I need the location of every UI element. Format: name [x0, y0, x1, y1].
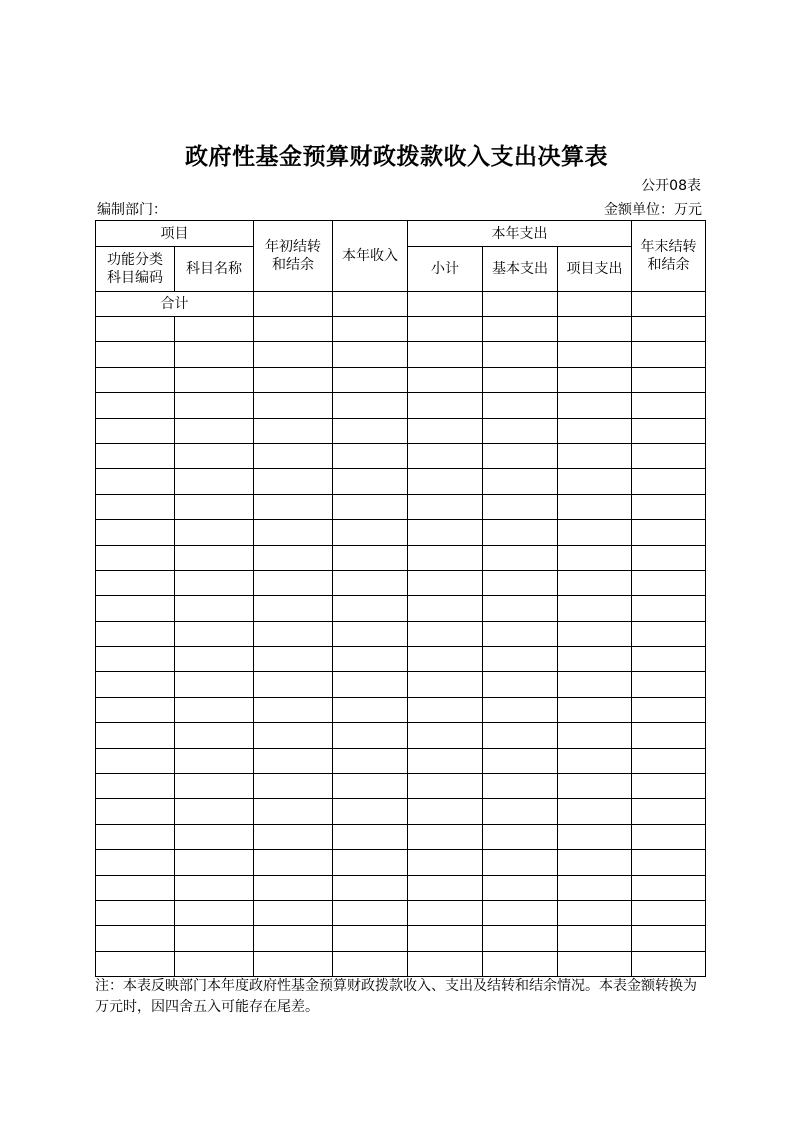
table-cell — [175, 926, 254, 951]
table-row — [96, 926, 706, 951]
department-label: 编制部门： — [97, 202, 167, 218]
table-cell — [333, 596, 408, 621]
table-row — [96, 875, 706, 900]
table-cell — [408, 469, 483, 494]
table-cell — [254, 342, 333, 367]
table-cell — [408, 647, 483, 672]
table-cell — [333, 367, 408, 392]
total-cell — [254, 292, 333, 317]
table-row — [96, 697, 706, 722]
table-cell — [254, 647, 333, 672]
table-cell — [408, 799, 483, 824]
table-cell — [558, 647, 632, 672]
table-cell — [483, 545, 558, 570]
table-cell — [408, 748, 483, 773]
table-cell — [408, 697, 483, 722]
table-cell — [632, 672, 706, 697]
table-cell — [632, 723, 706, 748]
table-cell — [558, 596, 632, 621]
table-cell — [175, 367, 254, 392]
table-cell — [333, 697, 408, 722]
table-cell — [254, 621, 333, 646]
table-cell — [175, 900, 254, 925]
table-cell — [483, 317, 558, 342]
table-cell — [254, 723, 333, 748]
table-cell — [175, 596, 254, 621]
table-cell — [96, 367, 175, 392]
table-cell — [175, 951, 254, 976]
table-cell — [96, 647, 175, 672]
table-row — [96, 596, 706, 621]
table-cell — [175, 621, 254, 646]
table-cell — [632, 596, 706, 621]
table-cell — [483, 647, 558, 672]
table-row — [96, 672, 706, 697]
table-cell — [558, 951, 632, 976]
table-cell — [333, 570, 408, 595]
table-cell — [96, 317, 175, 342]
table-cell — [408, 443, 483, 468]
table-cell — [254, 850, 333, 875]
form-code: 公开08表 — [641, 178, 701, 194]
table-cell — [632, 367, 706, 392]
table-cell — [175, 850, 254, 875]
table-cell — [333, 545, 408, 570]
table-row — [96, 900, 706, 925]
table-cell — [96, 545, 175, 570]
table-cell — [408, 418, 483, 443]
table-cell — [632, 570, 706, 595]
table-cell — [558, 342, 632, 367]
table-cell — [254, 469, 333, 494]
table-cell — [254, 774, 333, 799]
header-project-exp: 项目支出 — [558, 247, 632, 292]
table-cell — [96, 494, 175, 519]
table-cell — [333, 900, 408, 925]
table-cell — [96, 900, 175, 925]
table-cell — [483, 418, 558, 443]
table-cell — [483, 596, 558, 621]
table-cell — [333, 672, 408, 697]
table-cell — [175, 647, 254, 672]
table-cell — [632, 418, 706, 443]
table-cell — [558, 570, 632, 595]
table-cell — [558, 443, 632, 468]
table-cell — [483, 774, 558, 799]
total-cell — [632, 292, 706, 317]
table-cell — [558, 469, 632, 494]
table-cell — [558, 672, 632, 697]
table-cell — [96, 570, 175, 595]
table-cell — [333, 494, 408, 519]
table-cell — [333, 951, 408, 976]
table-row — [96, 723, 706, 748]
table-cell — [483, 723, 558, 748]
table-row — [96, 342, 706, 367]
table-cell — [96, 393, 175, 418]
table-cell — [632, 824, 706, 849]
table-cell — [175, 342, 254, 367]
table-cell — [558, 824, 632, 849]
table-cell — [96, 672, 175, 697]
table-cell — [254, 545, 333, 570]
table-cell — [483, 672, 558, 697]
table-cell — [558, 900, 632, 925]
total-label: 合计 — [96, 292, 254, 317]
table-cell — [175, 697, 254, 722]
header-func-code: 功能分类 科目编码 — [96, 247, 175, 292]
table-cell — [408, 367, 483, 392]
table-cell — [483, 824, 558, 849]
table-cell — [333, 774, 408, 799]
table-cell — [483, 799, 558, 824]
table-cell — [408, 393, 483, 418]
table-cell — [254, 926, 333, 951]
table-cell — [96, 774, 175, 799]
table-cell — [632, 774, 706, 799]
table-cell — [408, 926, 483, 951]
table-cell — [175, 443, 254, 468]
table-cell — [558, 926, 632, 951]
table-cell — [96, 342, 175, 367]
table-cell — [558, 875, 632, 900]
table-row — [96, 545, 706, 570]
table-cell — [175, 570, 254, 595]
table-row — [96, 748, 706, 773]
table-cell — [483, 443, 558, 468]
table-cell — [408, 875, 483, 900]
table-cell — [333, 443, 408, 468]
table-cell — [632, 875, 706, 900]
table-cell — [254, 799, 333, 824]
footnote: 注：本表反映部门本年度政府性基金预算财政拨款收入、支出及结转和结余情况。本表金额转换为万元时，因四舍五入可能存在尾差。 — [95, 978, 697, 1015]
total-cell — [558, 292, 632, 317]
table-cell — [175, 317, 254, 342]
table-cell — [333, 342, 408, 367]
table-cell — [558, 774, 632, 799]
table-row — [96, 520, 706, 545]
table-cell — [558, 393, 632, 418]
table-cell — [96, 697, 175, 722]
table-cell — [96, 799, 175, 824]
table-cell — [632, 926, 706, 951]
table-cell — [333, 469, 408, 494]
total-row — [96, 292, 706, 317]
table-cell — [483, 342, 558, 367]
table-cell — [96, 850, 175, 875]
table-cell — [408, 545, 483, 570]
table-cell — [483, 494, 558, 519]
table-cell — [558, 367, 632, 392]
table-cell — [333, 520, 408, 545]
table-cell — [96, 723, 175, 748]
table-cell — [333, 723, 408, 748]
page-title: 政府性基金预算财政拨款收入支出决算表 — [185, 144, 608, 170]
table-cell — [254, 900, 333, 925]
header-income: 本年收入 — [333, 221, 408, 292]
table-cell — [632, 342, 706, 367]
table-cell — [558, 850, 632, 875]
table-cell — [408, 723, 483, 748]
table-row — [96, 621, 706, 646]
table-cell — [175, 393, 254, 418]
table-cell — [333, 647, 408, 672]
table-cell — [632, 443, 706, 468]
table-cell — [408, 570, 483, 595]
table-cell — [408, 672, 483, 697]
table-cell — [632, 317, 706, 342]
table-cell — [632, 469, 706, 494]
table-cell — [254, 748, 333, 773]
header-opening-balance: 年初结转 和结余 — [254, 221, 333, 292]
table-cell — [408, 520, 483, 545]
table-cell — [408, 824, 483, 849]
table-cell — [254, 317, 333, 342]
table-cell — [408, 596, 483, 621]
total-cell — [483, 292, 558, 317]
table-cell — [254, 672, 333, 697]
table-row — [96, 647, 706, 672]
table-cell — [254, 824, 333, 849]
table-cell — [175, 494, 254, 519]
table-cell — [333, 875, 408, 900]
table-cell — [558, 799, 632, 824]
table-cell — [483, 570, 558, 595]
table-cell — [483, 900, 558, 925]
table-cell — [175, 824, 254, 849]
table-cell — [483, 951, 558, 976]
table-row — [96, 393, 706, 418]
table-row — [96, 824, 706, 849]
table-cell — [254, 570, 333, 595]
table-cell — [558, 621, 632, 646]
table-cell — [96, 443, 175, 468]
header-basic-exp: 基本支出 — [483, 247, 558, 292]
table-cell — [254, 418, 333, 443]
table-cell — [483, 748, 558, 773]
table-cell — [632, 621, 706, 646]
table-cell — [483, 393, 558, 418]
table-cell — [483, 926, 558, 951]
table-cell — [96, 748, 175, 773]
header-closing-balance: 年末结转 和结余 — [632, 221, 706, 292]
table-cell — [96, 418, 175, 443]
table-cell — [408, 317, 483, 342]
table-cell — [333, 393, 408, 418]
table-cell — [408, 900, 483, 925]
table-cell — [96, 469, 175, 494]
table-cell — [632, 900, 706, 925]
table-cell — [254, 367, 333, 392]
table-cell — [96, 875, 175, 900]
table-cell — [558, 494, 632, 519]
header-subtotal: 小计 — [408, 247, 483, 292]
table-cell — [333, 926, 408, 951]
total-cell — [333, 292, 408, 317]
table-cell — [408, 951, 483, 976]
table-cell — [175, 748, 254, 773]
table-row — [96, 418, 706, 443]
table-cell — [333, 317, 408, 342]
table-cell — [632, 697, 706, 722]
table-cell — [333, 748, 408, 773]
table-cell — [333, 850, 408, 875]
table-cell — [483, 875, 558, 900]
table-cell — [175, 774, 254, 799]
table-cell — [558, 723, 632, 748]
table-cell — [558, 545, 632, 570]
total-cell — [408, 292, 483, 317]
table-cell — [96, 621, 175, 646]
table-cell — [483, 520, 558, 545]
table-cell — [175, 799, 254, 824]
table-cell — [254, 697, 333, 722]
table-cell — [175, 672, 254, 697]
table-cell — [632, 393, 706, 418]
table-cell — [408, 774, 483, 799]
table-cell — [408, 850, 483, 875]
table-row — [96, 317, 706, 342]
table-cell — [96, 951, 175, 976]
table-cell — [558, 697, 632, 722]
table-cell — [254, 951, 333, 976]
table-cell — [175, 418, 254, 443]
table-cell — [483, 469, 558, 494]
table-cell — [175, 723, 254, 748]
table-row — [96, 443, 706, 468]
table-cell — [408, 342, 483, 367]
table-row — [96, 951, 706, 976]
table-cell — [558, 317, 632, 342]
table-cell — [632, 647, 706, 672]
header-expenditure: 本年支出 — [408, 221, 632, 247]
table-row — [96, 774, 706, 799]
table-cell — [408, 621, 483, 646]
table-cell — [483, 850, 558, 875]
table-row — [96, 570, 706, 595]
table-cell — [254, 393, 333, 418]
table-row — [96, 799, 706, 824]
table-cell — [254, 443, 333, 468]
table-cell — [558, 748, 632, 773]
budget-table — [95, 220, 706, 977]
amount-unit-label: 金额单位：万元 — [604, 202, 702, 218]
table-cell — [96, 926, 175, 951]
table-cell — [96, 824, 175, 849]
table-cell — [333, 799, 408, 824]
header-project: 项目 — [96, 221, 254, 247]
table-cell — [96, 520, 175, 545]
table-row — [96, 469, 706, 494]
table-cell — [632, 520, 706, 545]
table-cell — [333, 418, 408, 443]
table-cell — [254, 875, 333, 900]
table-cell — [632, 850, 706, 875]
table-cell — [175, 545, 254, 570]
table-cell — [333, 824, 408, 849]
table-cell — [632, 799, 706, 824]
table-cell — [632, 748, 706, 773]
table-row — [96, 367, 706, 392]
table-cell — [254, 596, 333, 621]
table-cell — [333, 621, 408, 646]
table-row — [96, 850, 706, 875]
table-cell — [632, 951, 706, 976]
table-cell — [632, 545, 706, 570]
table-cell — [483, 621, 558, 646]
table-cell — [96, 596, 175, 621]
table-cell — [408, 494, 483, 519]
table-cell — [483, 697, 558, 722]
table-cell — [175, 520, 254, 545]
table-cell — [632, 494, 706, 519]
table-cell — [175, 875, 254, 900]
table-cell — [254, 520, 333, 545]
table-cell — [483, 367, 558, 392]
table-cell — [558, 418, 632, 443]
table-cell — [175, 469, 254, 494]
header-subject-name: 科目名称 — [175, 247, 254, 292]
table-cell — [254, 494, 333, 519]
table-row — [96, 494, 706, 519]
table-cell — [558, 520, 632, 545]
